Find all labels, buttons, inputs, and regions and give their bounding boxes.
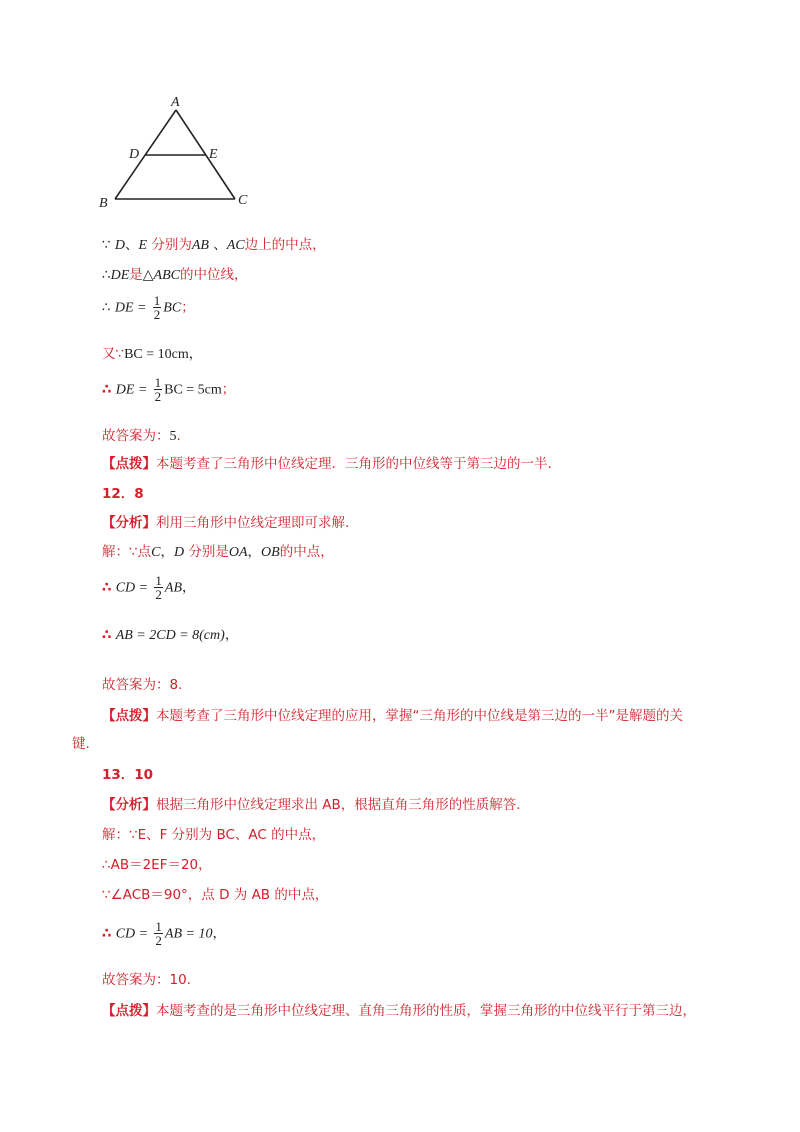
q12-answer: 故答案为：8. — [102, 677, 183, 693]
q13-line-4: ∴ CD = $\frac{1}{2}$ AB = 10， — [102, 919, 226, 948]
q11-answer: 故答案为：5. — [102, 428, 181, 444]
label-b: B — [99, 196, 108, 211]
triangle-figure — [95, 90, 265, 215]
q11-line-4: 又∵BC = 10cm， — [102, 346, 203, 362]
q11-line-5: ∴ DE = $\frac{1}{2}$ BC = 5cm； — [102, 375, 236, 404]
label-d: D — [129, 147, 140, 162]
q11-line-1: ∵ D、E 分别为AB 、AC边上的中点， — [102, 237, 326, 253]
label-c: C — [238, 193, 248, 208]
q11-tip: 【点拨】本题考查了三角形中位线定理．三角形的中位线等于第三边的一半． — [102, 456, 561, 472]
q12-analysis: 【分析】利用三角形中位线定理即可求解. — [102, 515, 350, 531]
q11-line-2: ∴DE是△ABC的中位线， — [102, 267, 248, 283]
fraction-half: $\frac{1}{2}$ — [155, 573, 162, 602]
fraction-half: $\frac{1}{2}$ — [153, 293, 161, 322]
q13-tip: 【点拨】本题考查的是三角形中位线定理、直角三角形的性质，掌握三角形的中位线平行于第三边， — [102, 1003, 696, 1019]
q13-line-1: 解：∵E、F 分别为 BC、AC 的中点， — [102, 827, 326, 843]
q12-line-3: ∴ AB = 2CD = 8(cm)， — [102, 627, 239, 643]
label-e: E — [209, 147, 218, 162]
q12-tip-continued: 键. — [72, 736, 90, 752]
q12-heading: 12．8 — [102, 486, 144, 502]
q12-tip: 【点拨】本题考查了三角形中位线定理的应用，掌握“三角形的中位线是第三边的一半”是解题的关 — [102, 708, 683, 724]
q13-line-3: ∵∠ACB＝90°，点 D 为 AB 的中点， — [102, 887, 329, 903]
q13-line-2: ∴AB＝2EF＝20， — [102, 857, 212, 873]
q13-heading: 13．10 — [102, 767, 154, 783]
q13-analysis: 【分析】根据三角形中位线定理求出 AB，根据直角三角形的性质解答. — [102, 797, 521, 813]
q11-line-3: ∴ DE = $\frac{1}{2}$ BC； — [102, 293, 195, 322]
fraction-half: $\frac{1}{2}$ — [154, 375, 162, 404]
fraction-half: $\frac{1}{2}$ — [155, 919, 162, 948]
q12-line-2: ∴ CD = $\frac{1}{2}$ AB， — [102, 573, 196, 602]
label-a: A — [171, 95, 180, 110]
q12-line-1: 解：∵点C，D 分别是OA，OB的中点， — [102, 544, 334, 560]
q13-answer: 故答案为：10. — [102, 972, 191, 988]
